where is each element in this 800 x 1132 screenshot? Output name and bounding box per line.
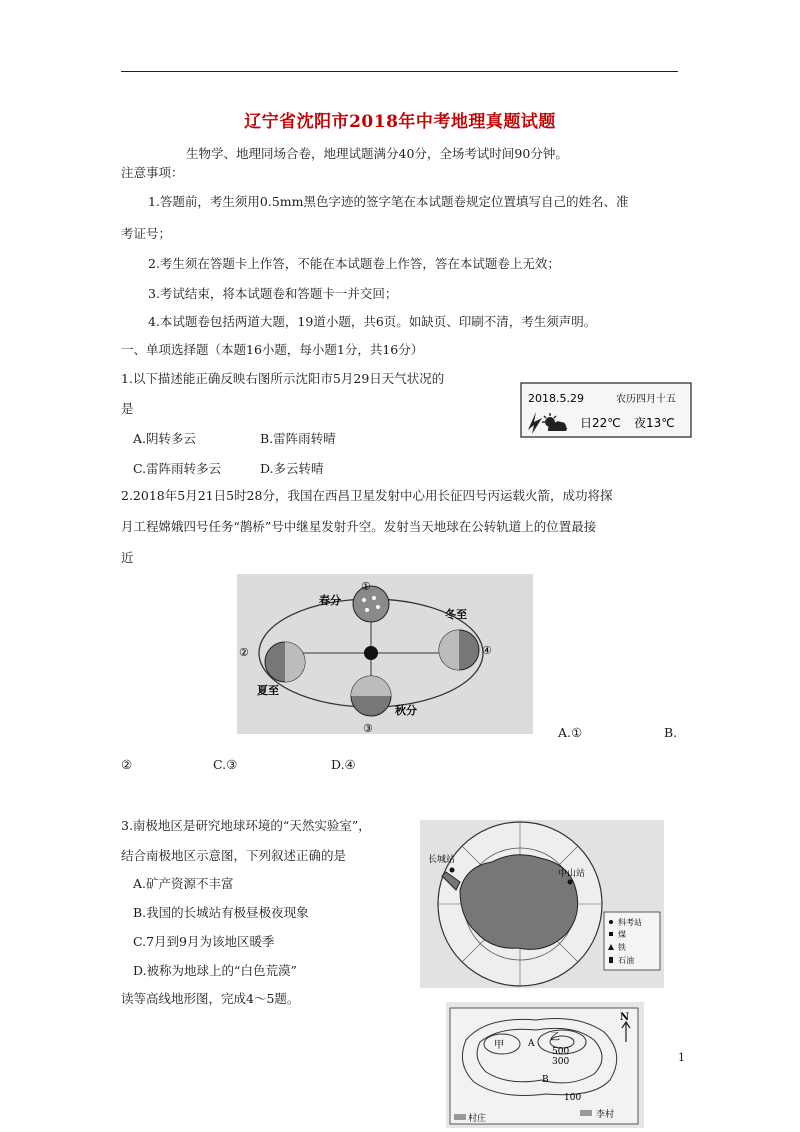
village-li-marker <box>580 1110 592 1116</box>
q2-option-a: A.① <box>558 725 583 740</box>
weather-date: 2018.5.29 <box>528 392 584 405</box>
question-2-text: 2.2018年5月21日5时28分，我国在西昌卫星发射中心用长征四号丙运载火箭，成功将探 <box>121 488 613 503</box>
legend-oil: 石油 <box>618 956 634 965</box>
section-heading: 一、单项选择题（本题16小题，每小题1分，共16分） <box>121 342 424 357</box>
earth-orbit-diagram <box>237 574 533 734</box>
changcheng-station-marker <box>450 868 455 873</box>
orbit-label-1: ① <box>361 580 371 593</box>
question-3-text: 3.南极地区是研究地球环境的“天然实验室”， <box>121 818 371 833</box>
label-winter-solstice: 冬至 <box>445 608 467 621</box>
q2-option-b: B. <box>664 725 678 740</box>
village-legend-marker <box>454 1114 466 1120</box>
notice-item-2: 2.考生须在答题卡上作答，不能在本试题卷上作答，答在本试题卷上无效； <box>148 256 560 271</box>
question-3-text-cont: 结合南极地区示意图，下列叙述正确的是 <box>121 848 347 863</box>
notice-heading: 注意事项： <box>121 165 184 180</box>
page-number: 1 <box>678 1051 685 1064</box>
contour-label-500: 500 <box>552 1047 570 1057</box>
q2-option-c: C.③ <box>213 757 238 772</box>
q3-option-d: D.被称为地球上的“白色荒漠” <box>133 963 297 978</box>
q3-option-a: A.矿产资源不丰富 <box>133 876 234 891</box>
legend-iron: 铁 <box>618 943 626 952</box>
exam-title: 辽宁省沈阳市2018年中考地理真题试题 <box>244 112 556 132</box>
point-a-label: A <box>528 1039 535 1049</box>
question-1-text-cont: 是 <box>121 401 134 416</box>
weather-lunar-date: 农历四月十五 <box>616 394 676 405</box>
notice-item-4: 4.本试题卷包括两道大题，19道小题，共6页。如缺页、印刷不清，考生须声明。 <box>148 314 597 329</box>
point-b-label: B <box>542 1075 549 1085</box>
contour-label-100: 100 <box>564 1093 582 1103</box>
sun-icon <box>364 646 378 660</box>
q1-option-c: C.雷阵雨转多云 <box>133 461 222 476</box>
village-legend-label: 村庄 <box>468 1114 487 1124</box>
peak-jia-label: 甲 <box>494 1040 504 1051</box>
question-1-text: 1.以下描述能正确反映右图所示沈阳市5月29日天气状况的 <box>121 371 445 386</box>
q1-option-b: B.雷阵雨转晴 <box>260 431 336 446</box>
header-rule <box>121 71 678 72</box>
weather-night-temp: 夜13℃ <box>634 416 675 430</box>
label-spring-equinox: 春分 <box>319 594 341 607</box>
zhongshan-station-marker <box>568 880 573 885</box>
earth-winter <box>439 630 479 670</box>
question-2-text-cont: 月工程嫦娥四号任务“鹊桥”号中继星发射升空。发射当天地球在公转轨道上的位置最接 <box>121 519 597 534</box>
zhongshan-station-label: 中山站 <box>558 869 586 879</box>
intro-text: 生物学、地理同场合卷，地理试题满分40分，全场考试时间90分钟。 <box>186 146 568 161</box>
earth-spring <box>353 586 389 622</box>
orbit-label-2: ② <box>239 646 249 659</box>
earth-summer <box>265 642 305 682</box>
contour-label-300: 300 <box>552 1057 570 1067</box>
orbit-label-3: ③ <box>363 722 373 734</box>
q1-option-a: A.阴转多云 <box>133 431 197 446</box>
question-2-text-cont-2: 近 <box>121 550 134 565</box>
antarctic-map <box>420 820 664 988</box>
label-autumn-equinox: 秋分 <box>395 704 417 717</box>
contour-map <box>446 1002 644 1128</box>
legend-station: 科考站 <box>618 918 642 927</box>
label-summer-solstice: 夏至 <box>257 684 279 697</box>
earth-autumn <box>351 676 391 716</box>
q3-option-c: C.7月到9月为该地区暖季 <box>133 934 275 949</box>
legend-coal: 煤 <box>618 930 626 939</box>
notice-item-3: 3.考试结束，将本试题卷和答题卡一并交回； <box>148 286 398 301</box>
q2-option-b-value: ② <box>121 757 133 772</box>
q1-option-d: D.多云转晴 <box>260 461 324 476</box>
q3-option-b: B.我国的长城站有极昼极夜现象 <box>133 905 309 920</box>
changcheng-station-label: 长城站 <box>428 855 456 865</box>
notice-item-1-cont: 考证号； <box>121 226 172 241</box>
notice-item-1: 1.答题前，考生须用0.5mm黑色字迹的签字笔在本试题卷规定位置填写自己的姓名、准 <box>148 194 629 209</box>
orbit-label-4: ④ <box>482 644 492 657</box>
q2-option-d: D.④ <box>331 757 356 772</box>
q4-5-intro: 读等高线地形图，完成4～5题。 <box>121 991 300 1006</box>
weather-forecast-box <box>520 382 692 438</box>
village-li-label: 李村 <box>596 1110 615 1120</box>
north-label: N <box>620 1012 630 1023</box>
weather-day-temp: 日22℃ <box>580 416 621 430</box>
peak-yi-label: 乙 <box>550 1032 560 1043</box>
